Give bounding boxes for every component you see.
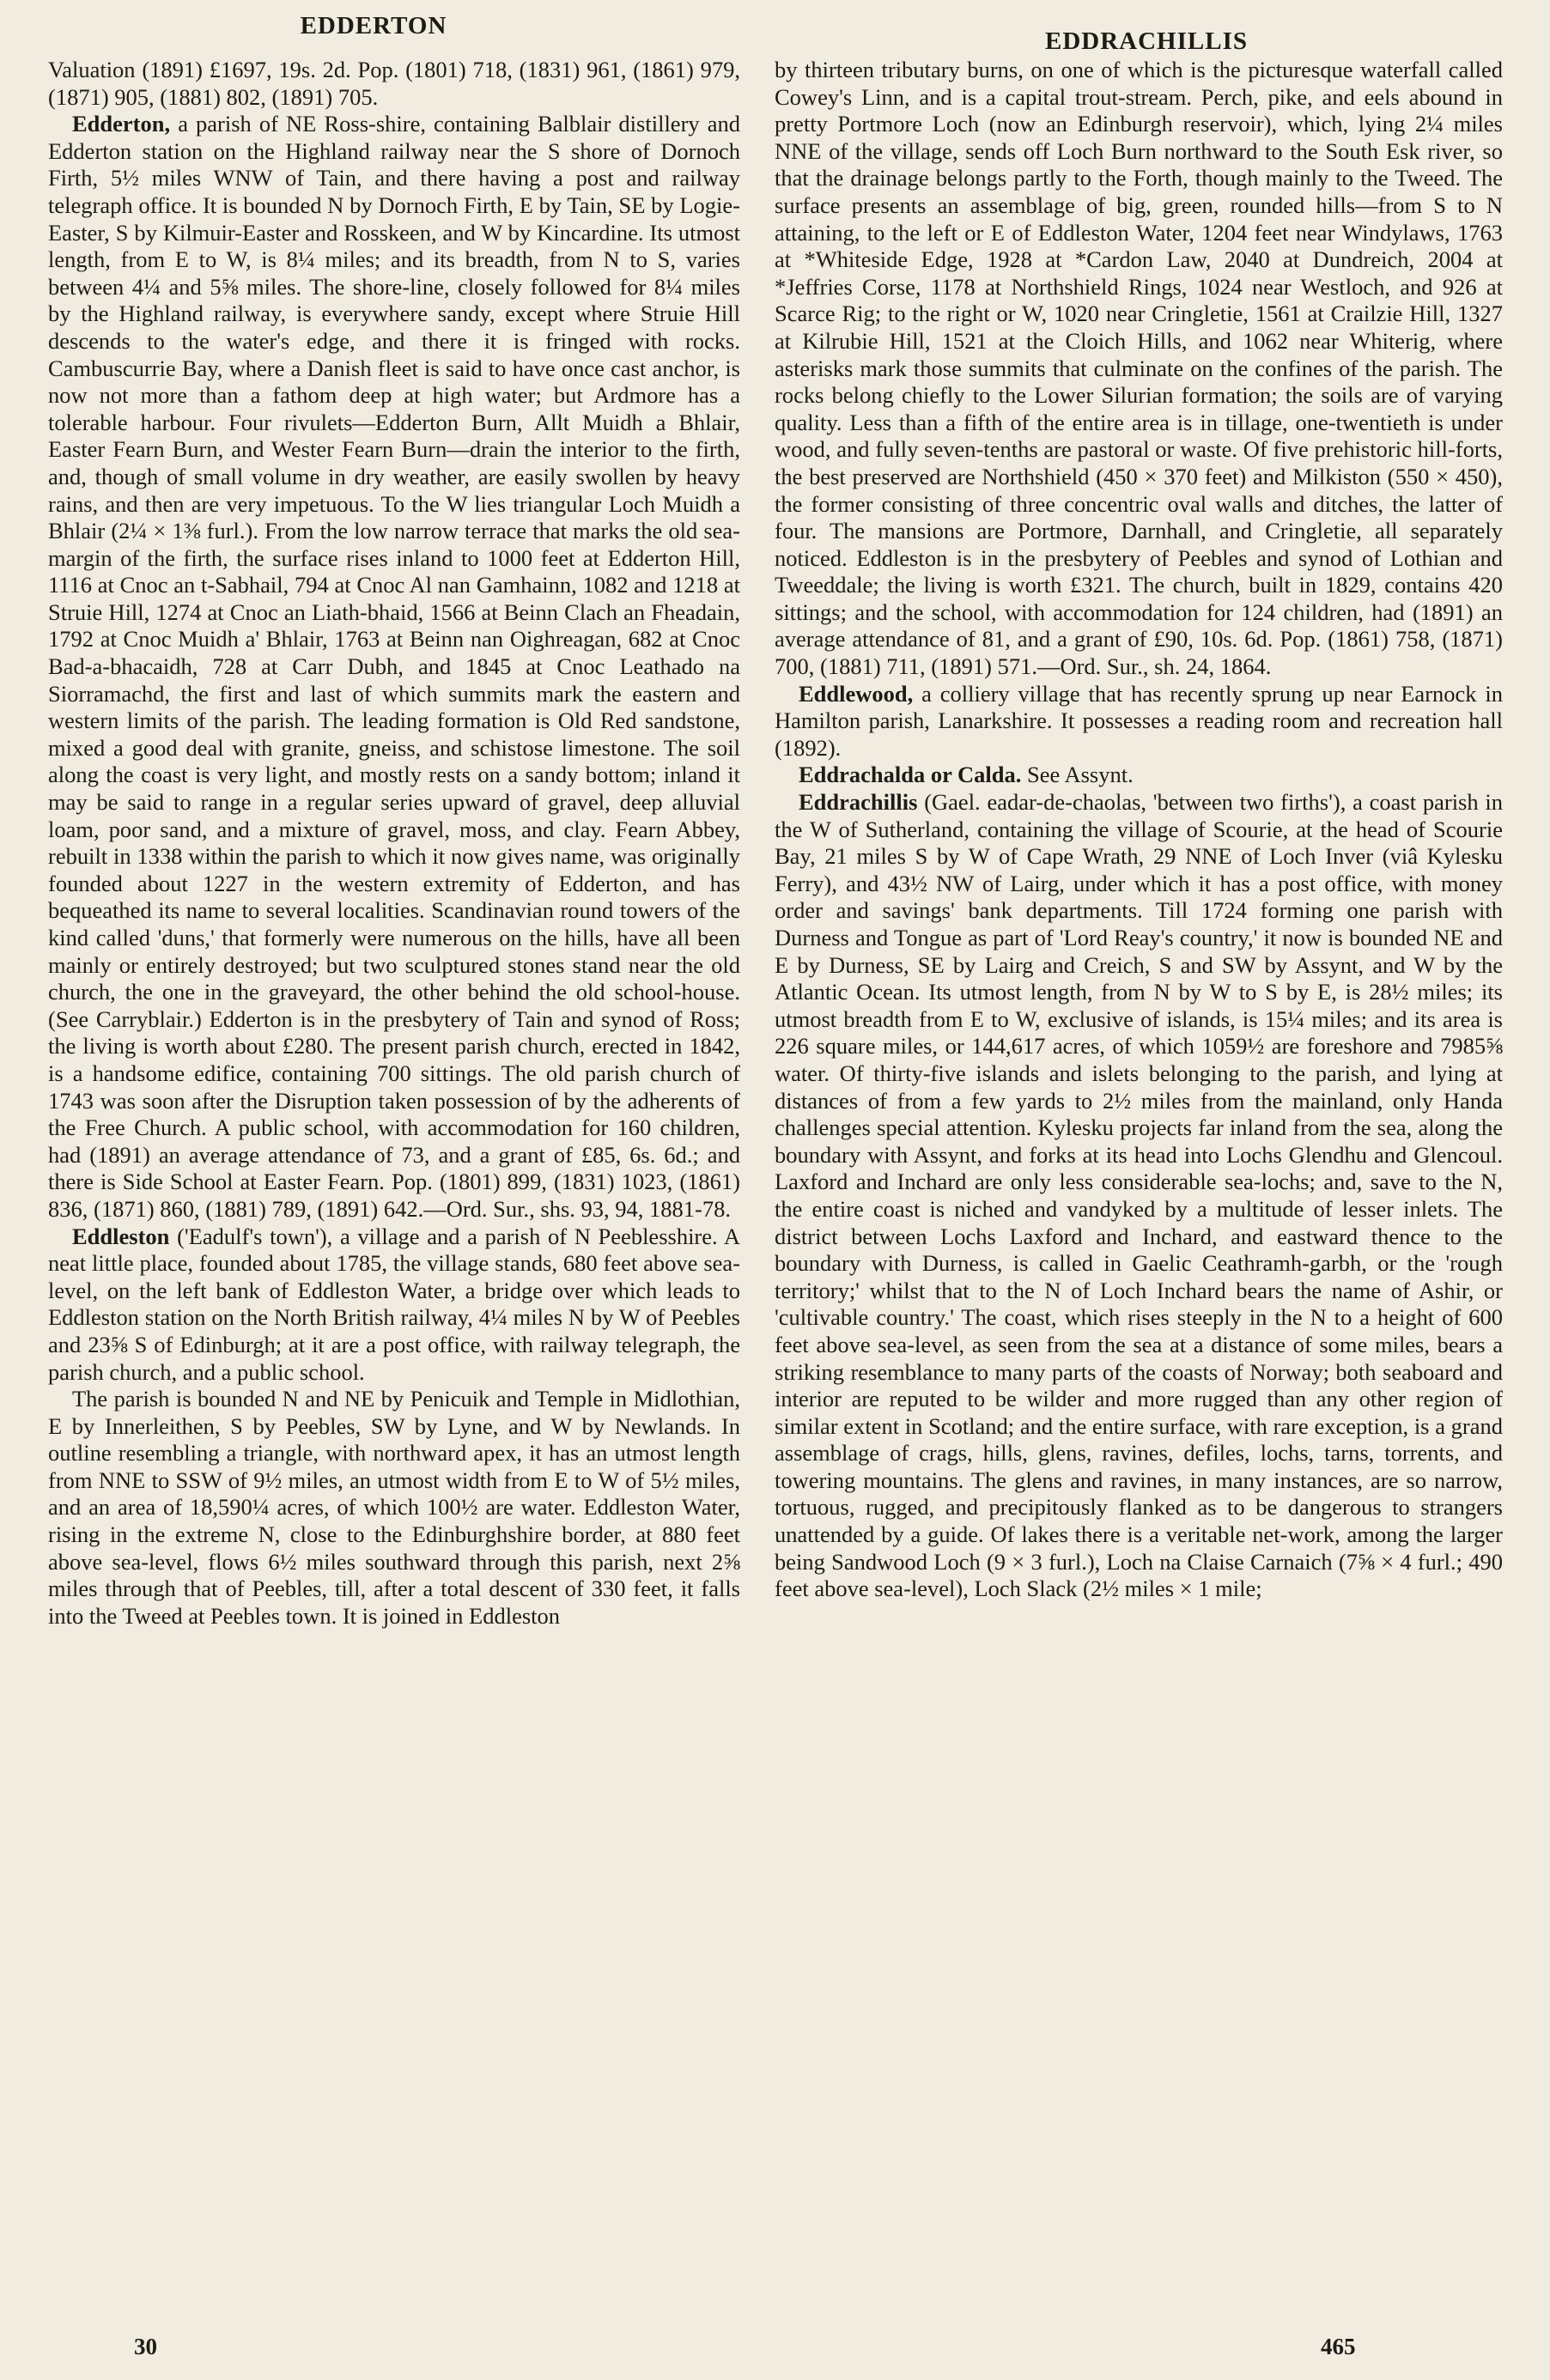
entry-headword: Eddleston (72, 1223, 170, 1249)
entry-eddlewood (775, 681, 1503, 762)
paragraph (775, 57, 1503, 681)
entry-headword: Eddrachalda or Calda. (799, 762, 1022, 788)
paragraph (48, 1386, 740, 1630)
entry-text: (Gael. eadar-de-chaolas, 'between two firths'), a coast parish in the W of Sutherland, containing the village of Scourie, at the head of Scourie Bay, 21 miles S by W of Cape Wrath, 29 NNE of Loch Inver (viâ Kylesku Ferry), and 43½ NW of Lairg, under which it has a post office, with money order and savings' bank departments. Till 1724 forming one parish with Durness and Tongue as part of 'Lord Reay's country,' it now is bounded NE and E by Durness, SE by Lairg and Creich, S and SW by Assynt, and W by the Atlantic Ocean. Its utmost length, from N by W to S by E, is 28½ miles; its utmost breadth from E to W, exclusive of islands, is 15¼ miles; and its area is 226 square miles, or 144,617 acres, of which 1059½ are foreshore and 7985⅝ water. Of thirty-five islands and islets belonging to the parish, and lying at distances of from a few yards to 2½ miles from the mainland, only Handa challenges special attention. Kylesku projects far inland from the sea, along the boundary with Assynt, and forks at its head into Lochs Glendhu and Glencoul. Laxford and Inchard are only less considerable sea-lochs; and, save to the N, the entire coast is niched and vandyked by a multitude of lesser inlets. The district between Lochs Laxford and Inchard, and eastward thence to the boundary with Durness, is called in Gaelic Ceathramh-garbh, or the 'rough territory;' whilst that to the N of Loch Inchard bears the name of Ashir, or 'cultivable country.' The coast, which rises steeply in the N to a height of 600 feet above sea-level, as seen from the sea at a distance of some miles, bears a striking resemblance to many parts of the coasts of Norway; both seaboard and interior are reputed to be wilder and more rugged than any other region of similar extent in Scotland; and the entire surface, with rare exception, is a grand assemblage of crags, hills, glens, ravines, defiles, lochs, tarns, torrents, and towering mountains. The glens and ravines, in many instances, are so narrow, tortuous, rugged, and precipitously flanked as to be dangerous to strangers unattended by a guide. Of lakes there is a veritable net-work, among the larger being Sandwood Loch (9 × 3 furl.), Loch na Claise Carnaich (7⅝ × 4 furl.; 490 feet above sea-level), Loch Slack (2½ miles × 1 mile; (775, 789, 1503, 1602)
left-column (48, 57, 740, 1630)
entry-headword: Edderton, (72, 111, 171, 137)
running-head-left: EDDERTON (300, 12, 447, 39)
paragraph-text: by thirteen tributary burns, on one of which is the picturesque waterfall called Cowey's Linn, and is a capital trout-stream. Perch, pike, and eels abound in pretty Portmore Loch (now an Edinburgh reservoir), which, lying 2¼ miles NNE of the village, sends off Loch Burn northward to the South Esk river, so that the drainage belongs partly to the Forth, though mainly to the Tweed. The surface presents an assemblage of big, green, rounded hills—from S to N attaining, to the left or E of Eddleston Water, 1204 feet near Windylaws, 1763 at *Whiteside Edge, 1928 at *Cardon Law, 2040 at Dundreich, 2004 at *Jeffries Corse, 1178 at Northshield Rings, 1024 near Westloch, and 926 at Scarce Rig; to the right or W, 1020 near Cringletie, 1561 at Crailzie Hill, 1327 at Kilrubie Hill, 1521 at the Cloich Hills, and 1062 near Whiterig, where asterisks mark those summits that culminate on the confines of the parish. The rocks belong chiefly to the Lower Silurian formation; the soils are of varying quality. Less than a fifth of the entire area is in tillage, one-twentieth is under wood, and fully seven-tenths are pastoral or waste. Of five prehistoric hill-forts, the best preserved are Northshield (450 × 370 feet) and Milkiston (550 × 450), the former consisting of three concentric oval walls and ditches, the latter of four. The mansions are Portmore, Darnhall, and Cringletie, all separately noticed. Eddleston is in the presbytery of Peebles and synod of Lothian and Tweeddale; the living is worth £321. The church, built in 1829, contains 420 sittings; and the school, with accommodation for 124 children, had (1891) an average attendance of 81, and a grant of £90, 10s. 6d. Pop. (1861) 758, (1871) 700, (1881) 711, (1891) 571.—Ord. Sur., sh. 24, 1864. (775, 57, 1503, 680)
entry-headword: Eddlewood, (799, 680, 914, 707)
entry-edderton (48, 111, 740, 1223)
entry-eddrachillis (775, 789, 1503, 1603)
entry-eddrachalda (775, 762, 1503, 789)
page-number-left: 30 (134, 2334, 157, 2359)
running-head-right: EDDRACHILLIS (1045, 27, 1248, 55)
page-number-right: 465 (1321, 2334, 1356, 2359)
entry-text: a parish of NE Ross-shire, containing Balblair distillery and Edderton station on the Highland railway near the S shore of Dornoch Firth, 5½ miles WNW of Tain, and there having a post and railway telegraph office. It is bounded N by Dornoch Firth, E by Tain, SE by Logie-Easter, S by Kilmuir-Easter and Rosskeen, and W by Kincardine. Its utmost length, from E to W, is 8¼ miles; and its breadth, from N to S, varies between 4¼ and 5⅝ miles. The shore-line, closely followed for 8¼ miles by the Highland railway, is everywhere sandy, except where Struie Hill descends to the water's edge, and there it is fringed with rocks. Cambuscurrie Bay, where a Danish fleet is said to have once cast anchor, is now not more than a fathom deep at high water; but Ardmore has a tolerable harbour. Four rivulets—Edderton Burn, Allt Muidh a Bhlair, Easter Fearn Burn, and Wester Fearn Burn—drain the interior to the firth, and, though of small volume in dry weather, are easily swollen by heavy rains, and then are very impetuous. To the W lies triangular Loch Muidh a Bhlair (2¼ × 1⅜ furl.). From the low narrow terrace that marks the old sea-margin of the firth, the surface rises inland to 1000 feet at Edderton Hill, 1116 at Cnoc an t-Sabhail, 794 at Cnoc Al nan Gamhainn, 1082 and 1218 at Struie Hill, 1274 at Cnoc an Liath-bhaid, 1566 at Beinn Clach an Fheadain, 1792 at Cnoc Muidh a' Bhlair, 1763 at Beinn nan Oighreagan, 682 at Cnoc Bad-a-bhacaidh, 728 at Carr Dubh, and 1845 at Cnoc Leathado na Siorramachd, the first and last of which summits mark the eastern and western limits of the parish. The leading formation is Old Red sandstone, mixed a good deal with granite, gneiss, and schistose limestone. The soil along the coast is very light, and mostly rests on a sandy bottom; inland it may be said to range in a regular series upward of gravel, deep alluvial loam, poor sand, and a mixture of gravel, moss, and clay. Fearn Abbey, rebuilt in 1338 within the parish to which it now gives name, was originally founded about 1227 in the western extremity of Edderton, and has bequeathed its name to several localities. Scandinavian round towers of the kind called 'duns,' that formerly were numerous on the hills, have all been mainly or entirely destroyed; but two sculptured stones stand near the old church, the one in the graveyard, the other behind the old school-house. (See Carryblair.) Edderton is in the presbytery of Tain and synod of Ross; the living is worth about £280. The present parish church, erected in 1842, is a handsome edifice, containing 700 sittings. The old parish church of 1743 was soon after the Disruption taken possession of by the adherents of the Free Church. A public school, with accommodation for 160 children, had (1891) an average attendance of 73, and a grant of £85, 6s. 6d.; and there is Side School at Easter Fearn. Pop. (1801) 899, (1831) 1023, (1861) 836, (1871) 860, (1881) 789, (1891) 642.—Ord. Sur., shs. 93, 94, 1881-78. (48, 111, 740, 1222)
entry-text: See Assynt. (1021, 762, 1134, 788)
entry-text: a colliery village that has recently sprung up near Earnock in Hamilton parish, Lanarkshire. It possesses a reading room and recreation hall (1892). (775, 680, 1503, 761)
paragraph (48, 57, 740, 111)
entry-text: ('Eadulf's town'), a village and a parish of N Peeblesshire. A neat little place, founded about 1785, the village stands, 680 feet above sea-level, on the left bank of Eddleston Water, a bridge over which leads to Eddleston station on the North British railway, 4¼ miles N by W of Peebles and 23⅝ S of Edinburgh; at it are a post office, with railway telegraph, the parish church, and a public school. (48, 1223, 740, 1385)
paragraph-text: Valuation (1891) £1697, 19s. 2d. Pop. (1801) 718, (1831) 961, (1861) 979, (1871) 905, (1881) 802, (1891) 705. (48, 57, 740, 110)
entry-eddleston (48, 1223, 740, 1387)
paragraph-text: The parish is bounded N and NE by Penicuik and Temple in Midlothian, E by Innerleithen, S by Peebles, SW by Lyne, and W by Newlands. In outline resembling a triangle, with northward apex, it has an utmost length from NNE to SSW of 9½ miles, an utmost width from E to W of 5½ miles, and an area of 18,590¼ acres, of which 100½ are water. Eddleston Water, rising in the extreme N, close to the Edinburghshire border, at 880 feet above sea-level, flows 6½ miles southward through this parish, next 2⅝ miles through that of Peebles, till, after a total descent of 330 feet, it falls into the Tweed at Peebles town. It is joined in Eddleston (48, 1386, 740, 1629)
right-column (775, 57, 1503, 1603)
entry-headword: Eddrachillis (799, 789, 918, 816)
